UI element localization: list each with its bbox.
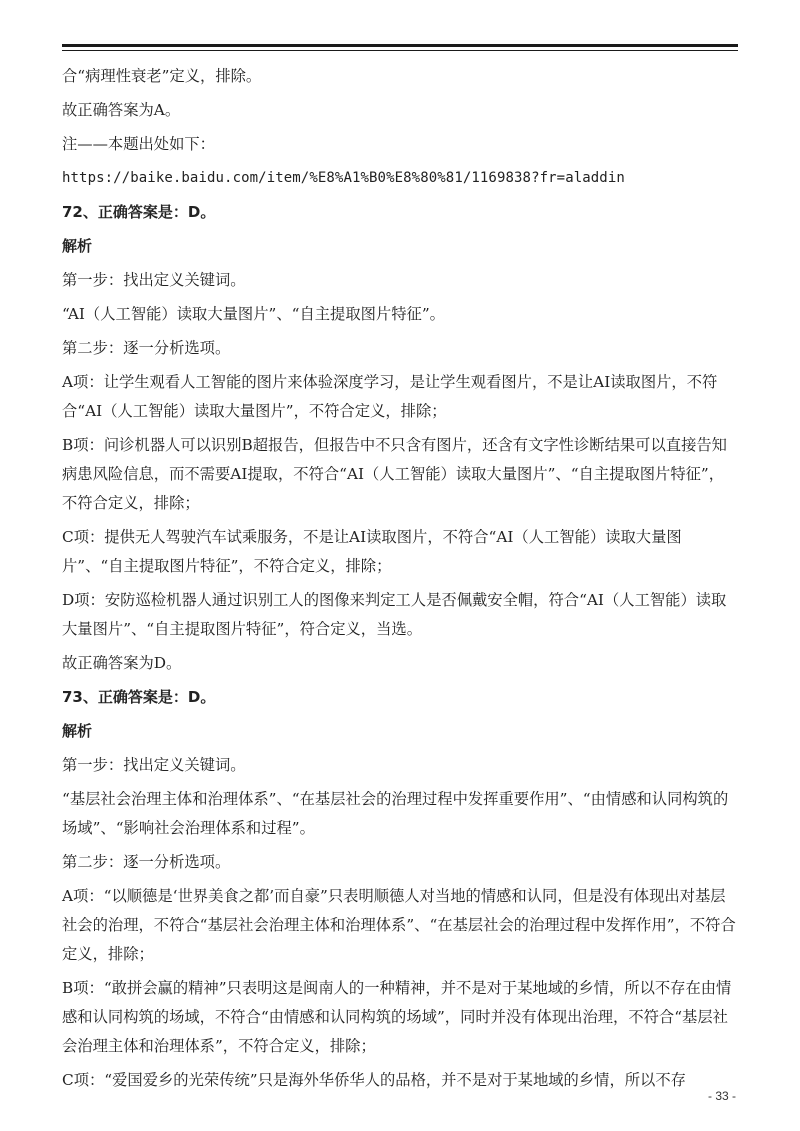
section-heading: 解析 [62, 722, 93, 740]
header-rule-thick [62, 44, 738, 47]
paragraph: 第二步：逐一分析选项。 [62, 853, 231, 871]
paragraph: A项：让学生观看人工智能的图片来体验深度学习，是让学生观看图片，不是让AI读取图片，不符合“AI（人工智能）读取大量图片”，不符合定义，排除； [62, 373, 718, 420]
paragraph: C项：“爱国爱乡的光荣传统”只是海外华侨华人的品格，并不是对于某地域的乡情，所以不存 [62, 1071, 686, 1089]
paragraph: 第二步：逐一分析选项。 [62, 339, 231, 357]
paragraph: 第一步：找出定义关键词。 [62, 271, 246, 289]
section-heading: 解析 [62, 237, 93, 255]
paragraph: A项：“以顺德是‘世界美食之都’而自豪”只表明顺德人对当地的情感和认同，但是没有体现出对基层社会的治理，不符合“基层社会治理主体和治理体系”、“在基层社会的治理过程中发挥作用”，不符合定义，排除； [62, 887, 736, 963]
section-heading: 73、正确答案是：D。 [62, 688, 216, 706]
paragraph: “基层社会治理主体和治理体系”、“在基层社会的治理过程中发挥重要作用”、“由情感和认同构筑的场域”、“影响社会治理体系和过程”。 [62, 790, 729, 837]
document-body [62, 62, 738, 1100]
page-number: - 33 - [707, 1089, 736, 1103]
paragraph: 注——本题出处如下： [62, 135, 215, 153]
paragraph: B项：问诊机器人可以识别B超报告，但报告中不只含有图片，还含有文字性诊断结果可以直接告知病患风险信息，而不需要AI提取，不符合“AI（人工智能）读取大量图片”、“自主提取图片特征”，不符合定义，排除； [62, 436, 727, 512]
paragraph: B项：“敢拼会赢的精神”只表明这是闽南人的一种精神，并不是对于某地域的乡情，所以不存在由情感和认同构筑的场域，不符合“由情感和认同构筑的场域”，同时并没有体现出治理，不符合“基层社会治理主体和治理体系”，不符合定义，排除； [62, 979, 732, 1055]
paragraph: 故正确答案为A。 [62, 101, 181, 119]
paragraph: 合“病理性衰老”定义，排除。 [62, 67, 262, 85]
paragraph: C项：提供无人驾驶汽车试乘服务，不是让AI读取图片，不符合“AI（人工智能）读取大量图片”、“自主提取图片特征”，不符合定义，排除； [62, 528, 682, 575]
header-rule-thin [62, 50, 738, 51]
paragraph: D项：安防巡检机器人通过识别工人的图像来判定工人是否佩戴安全帽，符合“AI（人工智能）读取大量图片”、“自主提取图片特征”，符合定义，当选。 [62, 591, 727, 638]
paragraph: 第一步：找出定义关键词。 [62, 756, 246, 774]
paragraph: 故正确答案为D。 [62, 654, 182, 672]
source-url: https://baike.baidu.com/item/%E8%A1%B0%E8%80%81/1169838?fr=aladdin [62, 170, 625, 186]
section-heading: 72、正确答案是：D。 [62, 203, 216, 221]
paragraph: “AI（人工智能）读取大量图片”、“自主提取图片特征”。 [62, 305, 445, 323]
